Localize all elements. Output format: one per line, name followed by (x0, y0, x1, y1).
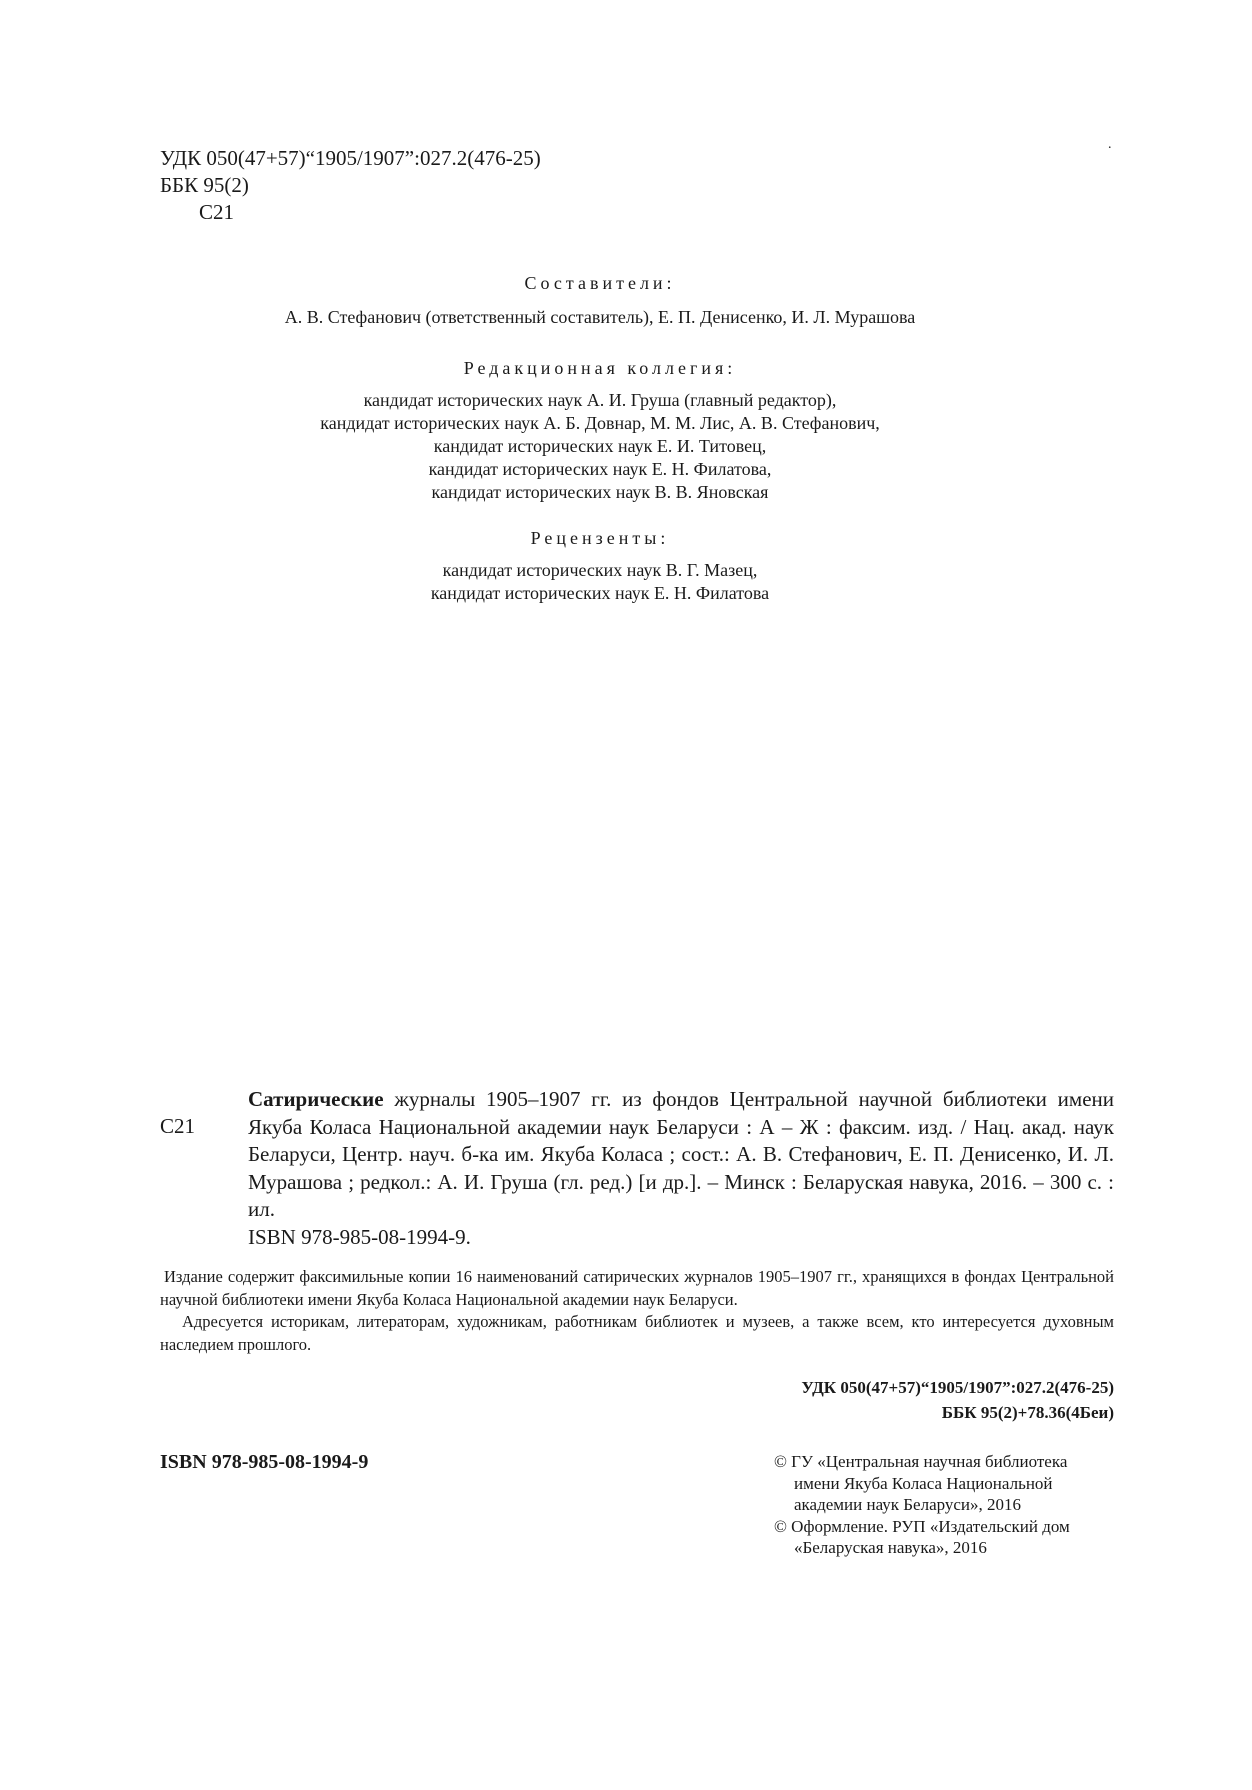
annotation (160, 1266, 1114, 1356)
annotation-paragraph: Издание содержит факсимильные копии 16 наименований сатирических журналов 1905–1907 гг., хранящихся в фондах Центральной научной библиотеки имени Якуба Коласа Национальной академии наук Беларуси. (160, 1267, 1114, 1309)
reviewers-heading: Рецензенты: (530, 528, 670, 548)
udk-code-top: УДК 050(47+57)“1905/1907”:027.2(476-25) (160, 146, 541, 170)
editorial-board-line: кандидат исторических наук Е. Н. Филатова, (428, 459, 772, 479)
editorial-board-line: кандидат исторических наук А. И. Груша (главный редактор), (363, 390, 837, 410)
reviewers-section (200, 527, 1000, 605)
bibliographic-isbn: ISBN 978-985-08-1994-9. (248, 1225, 471, 1249)
corner-mark: . (1108, 137, 1112, 152)
editorial-board-line: кандидат исторических наук А. Б. Довнар, М. М. Лис, А. В. Стефанович, (320, 413, 880, 433)
compilers-heading: Составители: (524, 273, 676, 293)
bbk-code-top: ББК 95(2) (160, 173, 249, 197)
bibliographic-text: журналы 1905–1907 гг. из фондов Центральной научной библиотеки имени Якуба Коласа Национальной академии наук Беларуси : А – Ж : факсим. изд. / Нац. акад. наук Беларуси, Центр. науч. б-ка им. Якуба Коласа ; сост.: А. В. Стефанович, Е. П. Денисенко, И. Л. Мурашова ; редкол.: А. И. Груша (гл. ред.) [и др.]. – Минск : Беларуская навука, 2016. – 300 с. : ил. (248, 1087, 1114, 1221)
classification-codes (700, 1375, 1114, 1425)
copyright-design: © Оформление. РУП «Издательский дом «Беларуская навука», 2016 (774, 1516, 1070, 1557)
bibliographic-title: Сатирические (248, 1087, 384, 1111)
author-mark-side: С21 (160, 1114, 196, 1138)
editorial-board-section (200, 357, 1000, 504)
editorial-board-line: кандидат исторических наук В. В. Яновская (431, 482, 769, 502)
bbk-code-bottom: ББК 95(2)+78.36(4Беи) (941, 1403, 1114, 1422)
isbn-bold: ISBN 978-985-08-1994-9 (160, 1451, 369, 1473)
compilers-names: А. В. Стефанович (ответственный составитель), Е. П. Денисенко, И. Л. Мурашова (284, 307, 916, 327)
bibliographic-record (248, 1086, 1114, 1224)
copyright-block (774, 1451, 1114, 1559)
udk-code-bottom: УДК 050(47+57)“1905/1907”:027.2(476-25) (801, 1378, 1114, 1397)
compilers-section (200, 272, 1000, 329)
annotation-paragraph: Адресуется историкам, литераторам, художникам, работникам библиотек и музеев, а также всем, кто интересуется духовным наследием прошлого. (160, 1312, 1114, 1354)
reviewer-line: кандидат исторических наук В. Г. Мазец, (442, 560, 758, 580)
editorial-board-heading: Редакционная коллегия: (463, 358, 737, 378)
editorial-board-line: кандидат исторических наук Е. И. Титовец, (433, 436, 767, 456)
copyright-library: © ГУ «Центральная научная библиотека имени Якуба Коласа Национальной академии наук Беларуси», 2016 (774, 1452, 1068, 1514)
author-mark-top: С21 (199, 200, 235, 224)
reviewer-line: кандидат исторических наук Е. Н. Филатова (430, 583, 770, 603)
